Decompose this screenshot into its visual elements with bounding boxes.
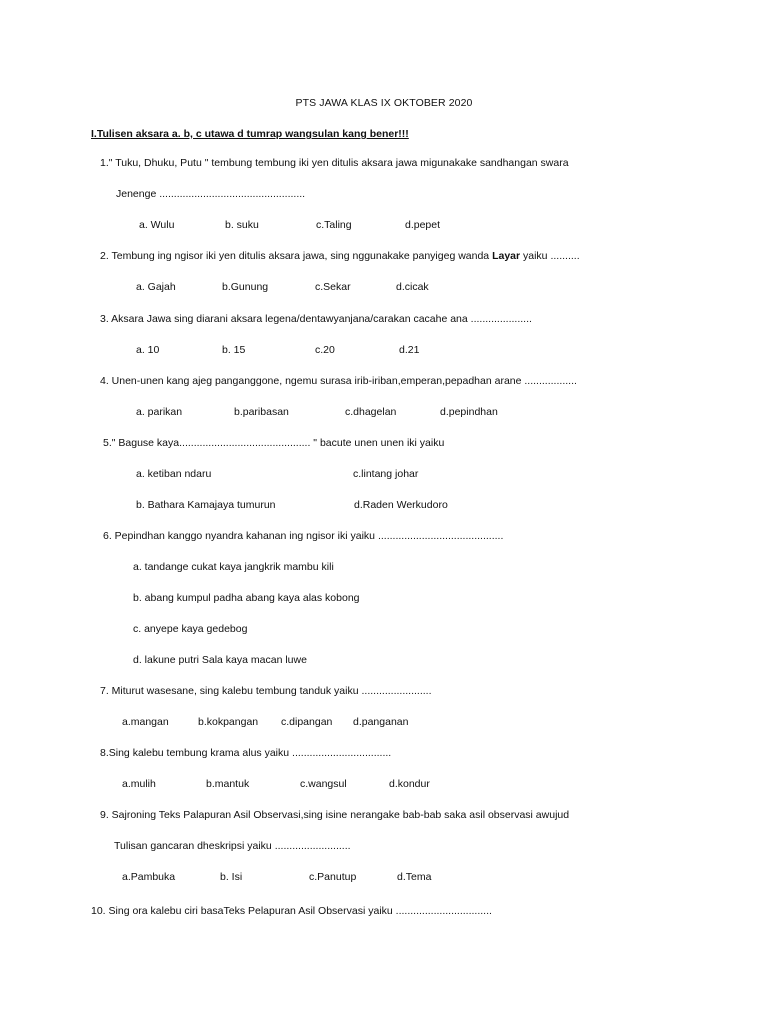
q9-option-c: c.Panutup: [309, 871, 357, 883]
q9-option-b: b. Isi: [220, 871, 243, 883]
question-8-text: 8.Sing kalebu tembung krama alus yaiku ..................................: [100, 747, 392, 759]
question-6-text: 6. Pepindhan kanggo nyandra kahanan ing ngisor iki yaiku ...........................................: [103, 530, 504, 542]
q6-option-c: c. anyepe kaya gedebog: [133, 623, 248, 635]
question-2-bold-word: Layar: [492, 250, 521, 262]
question-9-text-continued: Tulisan gancaran dheskripsi yaiku ..........................: [114, 840, 351, 852]
q6-option-d: d. lakune putri Sala kaya macan luwe: [133, 654, 307, 666]
question-2-text: [100, 249, 580, 263]
q9-option-d: d.Tema: [397, 871, 432, 883]
question-4-text: 4. Unen-unen kang ajeg panganggone, ngemu surasa irib-iriban,emperan,pepadhan arane ..................: [100, 375, 577, 387]
q9-option-a: a.Pambuka: [122, 871, 176, 883]
q4-option-a: a. parikan: [136, 406, 183, 418]
question-7-text: 7. Miturut wasesane, sing kalebu tembung tanduk yaiku ........................: [100, 685, 432, 697]
q8-option-d: d.kondur: [389, 778, 430, 790]
question-2-text-start: 2. Tembung ing ngisor iki yen ditulis aksara jawa, sing nggunakake panyigeg wanda: [100, 250, 493, 262]
q7-option-b: b.kokpangan: [198, 716, 259, 728]
q1-option-b: b. suku: [225, 219, 259, 231]
q1-option-a: a. Wulu: [139, 219, 175, 231]
q6-option-b: b. abang kumpul padha abang kaya alas kobong: [133, 592, 360, 604]
q2-option-a: a. Gajah: [136, 281, 176, 293]
q5-option-d: d.Raden Werkudoro: [354, 499, 448, 511]
question-2-text-end: yaiku ..........: [520, 250, 580, 262]
q1-option-c: c.Taling: [316, 219, 352, 231]
instruction-heading: I.Tulisen aksara a. b, c utawa d tumrap wangsulan kang bener!!!: [91, 128, 409, 140]
question-1-text-continued: Jenenge ..................................................: [116, 188, 306, 200]
q8-option-c: c.wangsul: [300, 778, 347, 790]
q7-option-d: d.panganan: [353, 716, 409, 728]
question-5-text: 5." Baguse kaya............................................. " bacute unen unen iki yaiku: [103, 437, 445, 449]
q3-option-b: b. 15: [222, 344, 246, 356]
q4-option-b: b.paribasan: [234, 406, 289, 418]
q5-option-a: a. ketiban ndaru: [136, 468, 212, 480]
q2-option-c: c.Sekar: [315, 281, 351, 293]
q5-option-b: b. Bathara Kamajaya tumurun: [136, 499, 276, 511]
q7-option-c: c.dipangan: [281, 716, 333, 728]
q3-option-a: a. 10: [136, 344, 160, 356]
q3-option-d: d.21: [399, 344, 420, 356]
q4-option-c: c.dhagelan: [345, 406, 397, 418]
q5-option-c: c.lintang johar: [353, 468, 419, 480]
q4-option-d: d.pepindhan: [440, 406, 498, 418]
question-9-text: 9. Sajroning Teks Palapuran Asil Observasi,sing isine nerangake bab-bab saka asil observasi awujud: [100, 809, 570, 821]
question-1-text: 1." Tuku, Dhuku, Putu " tembung tembung iki yen ditulis aksara jawa migunakake sandhangan swara: [100, 157, 569, 169]
q7-option-a: a.mangan: [122, 716, 169, 728]
question-3-text: 3. Aksara Jawa sing diarani aksara legena/dentawyanjana/carakan cacahe ana .....................: [100, 313, 532, 325]
q3-option-c: c.20: [315, 344, 335, 356]
q8-option-b: b.mantuk: [206, 778, 250, 790]
q8-option-a: a.mulih: [122, 778, 156, 790]
q2-option-b: b.Gunung: [222, 281, 269, 293]
question-10-text: 10. Sing ora kalebu ciri basaTeks Pelapuran Asil Observasi yaiku .................................: [91, 905, 492, 917]
q2-option-d: d.cicak: [396, 281, 429, 293]
q6-option-a: a. tandange cukat kaya jangkrik mambu kili: [133, 561, 334, 573]
page-title: PTS JAWA KLAS IX OKTOBER 2020: [295, 97, 473, 109]
q1-option-d: d.pepet: [405, 219, 441, 231]
